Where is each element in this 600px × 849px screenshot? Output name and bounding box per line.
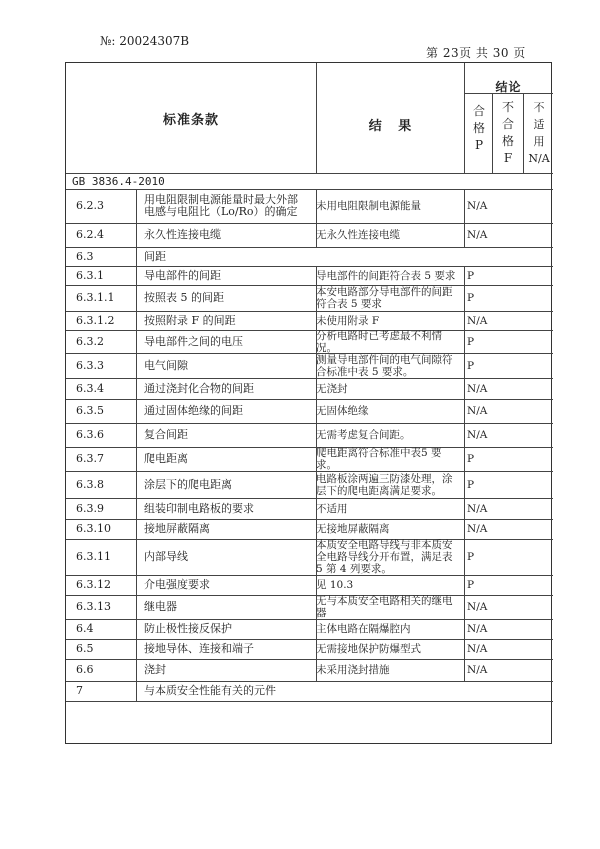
test-result: 分析电路时已考虑最不利情况。 — [316, 329, 442, 354]
test-result: 无与本质安全电路相关的继电器 — [316, 595, 453, 619]
clause-title: 间距 — [144, 249, 166, 263]
test-result: 未使用附录 F — [316, 314, 380, 327]
header-na-char: N/A — [528, 152, 550, 165]
header-fail-char: 合 — [501, 117, 514, 131]
clause-title: 电气间隙 — [144, 358, 188, 372]
clause-number: 6.3.10 — [76, 522, 111, 535]
header-fail-char: 不 — [501, 100, 514, 114]
cell-divider — [136, 285, 137, 311]
conclusion-value: P — [467, 335, 475, 348]
page-info: 第 23页 共 30 页 — [426, 46, 526, 60]
cell-divider — [316, 575, 317, 595]
cell-divider — [136, 189, 137, 223]
cell-divider — [316, 311, 317, 330]
standard-code: GB 3836.4-2010 — [72, 175, 165, 188]
test-result: 无接地屏蔽隔离 — [316, 523, 390, 535]
cell-divider — [136, 266, 137, 285]
conclusion-value: N/A — [467, 623, 488, 635]
conclusion-value: P — [467, 551, 475, 563]
clause-title: 导电部件的间距 — [144, 268, 221, 282]
clause-title: 导电部件之间的电压 — [144, 334, 243, 348]
cell-divider — [136, 595, 137, 619]
row-divider — [66, 701, 553, 702]
conclusion-value: P — [467, 478, 475, 491]
cell-divider — [316, 399, 317, 423]
cell-divider — [316, 353, 317, 378]
test-result: 未用电阻限制电源能量 — [316, 200, 421, 212]
cell-divider — [316, 189, 317, 223]
conclusion-value: N/A — [467, 200, 488, 212]
clause-number: 6.3.13 — [76, 600, 111, 613]
header-divider — [492, 93, 493, 173]
cell-divider — [316, 498, 317, 519]
cell-divider — [464, 223, 465, 247]
clause-number: 6.3.9 — [76, 501, 104, 515]
clause-title: 防止极性接反保护 — [144, 622, 232, 635]
header-pass-char: 合 — [472, 104, 485, 118]
cell-divider — [316, 619, 317, 639]
clause-number: 6.3.1.1 — [76, 291, 115, 304]
header-pass-char: P — [474, 138, 484, 152]
cell-divider — [464, 285, 465, 311]
conclusion-value: P — [467, 579, 475, 591]
cell-divider — [316, 266, 317, 285]
clause-title: 接地屏蔽隔离 — [144, 522, 210, 535]
test-result: 不适用 — [316, 502, 348, 515]
clause-number: 6.3.3 — [76, 358, 104, 372]
test-result: 未采用浇封措施 — [316, 664, 390, 676]
cell-divider — [316, 330, 317, 353]
test-result: 主体电路在隔爆腔内 — [316, 623, 411, 635]
cell-divider — [464, 575, 465, 595]
clause-number: 6.2.3 — [76, 199, 104, 212]
cell-divider — [464, 619, 465, 639]
conclusion-value: N/A — [467, 314, 488, 327]
cell-divider — [464, 659, 465, 681]
test-result: 无浇封 — [316, 382, 348, 395]
cell-divider — [136, 353, 137, 378]
header-pass — [468, 103, 490, 154]
header-result: 结 果 — [368, 119, 412, 134]
cell-divider — [464, 539, 465, 575]
cell-divider — [316, 519, 317, 539]
conclusion-value: N/A — [467, 229, 488, 241]
clause-title: 按照表 5 的间距 — [144, 291, 224, 304]
clause-number: 6.3.8 — [76, 477, 104, 491]
cell-divider — [136, 223, 137, 247]
cell-divider — [464, 447, 465, 471]
cell-divider — [136, 539, 137, 575]
clause-title: 内部导线 — [144, 550, 188, 563]
clause-number: 6.4 — [76, 622, 94, 635]
cell-divider — [136, 399, 137, 423]
cell-divider — [464, 378, 465, 399]
header-fail-char: F — [503, 151, 513, 165]
cell-divider — [464, 353, 465, 378]
clause-number: 6.3.11 — [76, 550, 111, 563]
header-not-applicable — [526, 99, 552, 167]
clause-title: 用电阻限制电源能量时最大外部电感与电阻比（Lo/Ro）的确定 — [144, 193, 298, 218]
clause-number: 6.3.5 — [76, 404, 104, 417]
cell-divider — [316, 659, 317, 681]
clause-number: 6.3 — [76, 249, 94, 263]
test-result: 无永久性连接电缆 — [316, 229, 400, 241]
test-result: 本质安全电路导线与非本质安全电路导线分开布置，满足表 5 第 4 列要求。 — [316, 539, 453, 575]
clause-title: 按照附录 F 的间距 — [144, 313, 236, 327]
cell-divider — [136, 575, 137, 595]
header-divider — [523, 93, 524, 173]
clause-title: 涂层下的爬电距离 — [144, 477, 232, 491]
header-divider — [66, 173, 553, 174]
cell-divider — [316, 471, 317, 498]
test-result: 电路板涂两遍三防漆处理，涂层下的爬电距离满足要求。 — [316, 472, 453, 497]
cell-divider — [136, 471, 137, 498]
clause-number: 6.3.6 — [76, 428, 104, 441]
cell-divider — [464, 311, 465, 330]
clause-number: 7 — [76, 684, 83, 697]
cell-divider — [136, 619, 137, 639]
cell-divider — [464, 266, 465, 285]
cell-divider — [464, 471, 465, 498]
cell-divider — [136, 330, 137, 353]
clause-title: 继电器 — [144, 600, 177, 613]
header-conclusion: 结论 — [495, 80, 522, 94]
clause-title: 复合间距 — [144, 428, 188, 441]
clause-number: 6.3.4 — [76, 381, 104, 395]
cell-divider — [464, 519, 465, 539]
cell-divider — [316, 423, 317, 447]
cell-divider — [136, 519, 137, 539]
cell-divider — [136, 378, 137, 399]
clause-title: 通过固体绝缘的间距 — [144, 404, 243, 417]
header-standard-clause: 标准条款 — [162, 113, 219, 128]
cell-divider — [316, 539, 317, 575]
clause-number: 6.3.2 — [76, 334, 104, 348]
conclusion-value: N/A — [467, 523, 488, 535]
cell-divider — [136, 247, 137, 266]
clause-title: 永久性连接电缆 — [144, 228, 221, 241]
conclusion-value: P — [467, 269, 475, 282]
cell-divider — [464, 595, 465, 619]
cell-divider — [464, 498, 465, 519]
cell-divider — [136, 311, 137, 330]
clause-title: 组装印制电路板的要求 — [144, 501, 254, 515]
cell-divider — [464, 189, 465, 223]
clause-title: 接地导体、连接和端子 — [144, 642, 254, 655]
cell-divider — [316, 378, 317, 399]
cell-divider — [136, 423, 137, 447]
test-result: 本安电路部分导电部件的间距符合表 5 要求 — [316, 286, 453, 310]
header-na-char: 适 — [533, 118, 545, 131]
clause-number: 6.2.4 — [76, 228, 104, 241]
conclusion-value: N/A — [467, 405, 488, 417]
header-fail-char: 格 — [501, 134, 514, 148]
clause-number: 6.3.7 — [76, 452, 104, 465]
cell-divider — [464, 399, 465, 423]
cell-divider — [316, 223, 317, 247]
test-result: 爬电距离符合标准中表5 要求。 — [316, 447, 442, 471]
test-result: 导电部件的间距符合表 5 要求 — [316, 269, 456, 282]
document-number: №: 20024307B — [100, 34, 190, 48]
cell-divider — [464, 423, 465, 447]
cell-divider — [464, 639, 465, 659]
clause-title: 爬电距离 — [144, 452, 188, 465]
clause-number: 6.6 — [76, 663, 94, 676]
conclusion-value: N/A — [467, 664, 488, 676]
cell-divider — [464, 330, 465, 353]
clause-number: 6.3.1.2 — [76, 313, 115, 327]
cell-divider — [136, 659, 137, 681]
conclusion-value: N/A — [467, 502, 488, 515]
clause-title: 浇封 — [144, 663, 166, 676]
header-pass-char: 格 — [472, 121, 485, 135]
cell-divider — [316, 447, 317, 471]
test-result: 无固体绝缘 — [316, 405, 369, 417]
header-na-char: 不 — [533, 101, 545, 114]
test-result: 无需接地保护防爆型式 — [316, 643, 421, 655]
cell-divider — [316, 285, 317, 311]
test-result: 测量导电部件间的电气间隙符合标准中表 5 要求。 — [316, 353, 453, 378]
cell-divider — [136, 639, 137, 659]
clause-title: 介电强度要求 — [144, 578, 210, 591]
conclusion-value: N/A — [467, 382, 488, 395]
conclusion-value: P — [467, 292, 475, 304]
conclusion-value: P — [467, 359, 475, 372]
cell-divider — [316, 595, 317, 619]
cell-divider — [136, 498, 137, 519]
cell-divider — [136, 447, 137, 471]
clause-number: 6.3.12 — [76, 578, 111, 591]
clause-title: 通过浇封化合物的间距 — [144, 381, 254, 395]
clause-number: 6.3.1 — [76, 268, 104, 282]
test-result: 见 10.3 — [316, 579, 354, 591]
cell-divider — [136, 681, 137, 701]
conclusion-value: P — [467, 453, 475, 465]
conclusion-value: N/A — [467, 601, 488, 613]
cell-divider — [316, 639, 317, 659]
conclusion-value: N/A — [467, 429, 488, 441]
report-table — [65, 62, 552, 744]
header-fail — [497, 99, 519, 167]
header-na-char: 用 — [533, 135, 545, 148]
conclusion-value: N/A — [467, 643, 488, 655]
clause-title: 与本质安全性能有关的元件 — [144, 684, 276, 697]
clause-number: 6.5 — [76, 642, 94, 655]
test-result: 无需考虑复合间距。 — [316, 429, 411, 441]
